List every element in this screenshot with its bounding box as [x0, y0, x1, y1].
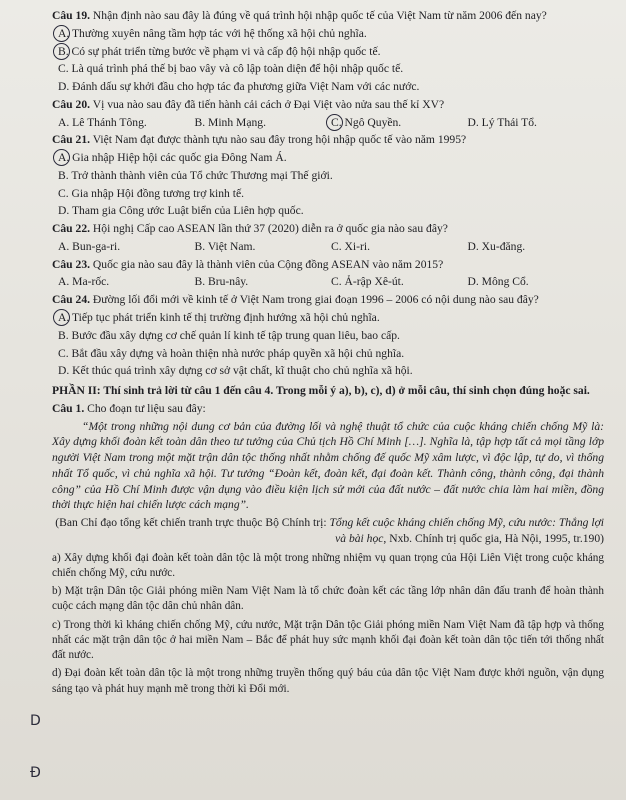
document-quote: “Một trong những nội dung cơ bản của đường lối và nghệ thuật tổ chức của cuộc kháng chiến chống Mỹ là: Xây dựng khối đoàn kết toàn dân theo tư tưởng của Chủ tịch Hồ Chí Minh […]. Nghĩa là, tập hợp tất cả mọi tầng lớp người Việt Nam trong một mặt trận dân tộc thống nhất nhằm chống đế quốc Mỹ xâm lược, vì độc lập, tự do, vì thống nhất Tổ quốc, vì chủ nghĩa xã hội. Tư tưởng “Đoàn kết, đoàn kết, đại đoàn kết. Thành công, thành công, đại thành công” của Hồ Chí Minh được vận dụng vào điều kiện lịch sử mới của đất nước – đất nước chia làm hai miền, đồng thời thực hiện hai chiến lược cách mạng”. — [52, 419, 604, 512]
question-19 — [52, 8, 604, 95]
question-23 — [52, 257, 604, 291]
question-label: Câu 23. — [52, 257, 91, 271]
question-label: Câu 24. — [52, 293, 91, 307]
question-24-stem — [52, 292, 604, 308]
question-19-stem — [52, 8, 604, 24]
option-b: B. Có sự phát triển từng bước về phạm vi và cấp độ hội nhập quốc tế. — [58, 44, 604, 60]
question-24 — [52, 292, 604, 379]
option-d: D. Mông Cổ. — [467, 275, 529, 289]
question-21 — [52, 132, 604, 219]
question-text: Việt Nam đạt được thành tựu nào sau đây trong hội nhập quốc tế vào năm 1995? — [90, 133, 467, 147]
option-d: D. Đánh dấu sự khởi đầu cho hợp tác đa phương giữa Việt Nam với các nước. — [58, 80, 420, 94]
statement-b: b) Mặt trận Dân tộc Giải phóng miền Nam Việt Nam là tổ chức đoàn kết các tầng lớp nhân dân đấu tranh để hoàn thành cuộc cách mạng dân tộc dân chủ nhân dân. — [52, 585, 604, 613]
question-text: Vị vua nào sau đây đã tiến hành cải cách ở Đại Việt vào nửa sau thế kỉ XV? — [90, 97, 445, 111]
question-21-stem — [52, 132, 604, 148]
option-b: B. Trở thành thành viên của Tổ chức Thương mại Thế giới. — [58, 168, 333, 182]
option-a: A. Lê Thánh Tông. — [58, 115, 147, 129]
statement-a: a) Xây dựng khối đại đoàn kết toàn dân tộc là một trong những nhiệm vụ quan trọng của Hội Liên Việt trong cuộc kháng chiến chống Mỹ, cứu nước. — [52, 551, 604, 579]
options-row — [58, 274, 604, 290]
option-d: D. Kết thúc quá trình xây dựng cơ sở vật chất, kĩ thuật cho chủ nghĩa xã hội. — [58, 364, 413, 378]
question-label: Câu 21. — [52, 133, 91, 147]
source-title: Tổng kết cuộc kháng chiến chống Mỹ, cứu nước: Thắng lợi và bài học — [329, 516, 604, 545]
part-2-question-1-stem — [52, 401, 604, 417]
question-label: Câu 20. — [52, 97, 91, 111]
option-c: C. Là quá trình phá thế bị bao vây và cô lập toàn diện để hội nhập quốc tế. — [58, 62, 404, 76]
source-suffix: , Nxb. Chính trị quốc gia, Hà Nội, 1995, tr.190) — [383, 531, 604, 545]
handwritten-mark-d: Đ — [30, 765, 41, 781]
option-c: C. Bắt đầu xây dựng và hoàn thiện nhà nước pháp quyền xã hội chủ nghĩa. — [58, 346, 405, 360]
options-row — [58, 115, 604, 131]
question-text: Đường lối đổi mới về kinh tế ở Việt Nam trong giai đoạn 1996 – 2006 có nội dung nào sau đây? — [90, 293, 539, 307]
option-b: B. Bước đầu xây dựng cơ chế quản lí kinh tế tập trung quan liêu, bao cấp. — [58, 328, 400, 342]
part-2-heading: PHẦN II: Thí sinh trả lời từ câu 1 đến câu 4. Trong mỗi ý a), b), c), d) ở mỗi câu, thí sinh chọn đúng hoặc sai. — [52, 384, 590, 398]
question-22 — [52, 221, 604, 255]
part-2-question-1 — [52, 401, 604, 697]
statement-d: d) Đại đoàn kết toàn dân tộc là một trong những truyền thống quý báu của dân tộc Việt Nam được khởi nguồn, vận dụng sáng tạo và phát huy mạnh mẽ trong thời kì Đổi mới. — [52, 667, 604, 695]
question-text: Nhận định nào sau đây là đúng về quá trình hội nhập quốc tế của Việt Nam từ năm 2006 đến nay? — [90, 9, 547, 22]
option-d: D. Lý Thái Tổ. — [467, 115, 537, 129]
option-a: A. Gia nhập Hiệp hội các quốc gia Đông Nam Á. — [58, 150, 604, 166]
option-a: A. Ma-rốc. — [58, 275, 110, 289]
question-label: Câu 19. — [52, 9, 91, 22]
option-a: A. Tiếp tục phát triển kinh tế thị trường định hướng xã hội chủ nghĩa. — [58, 310, 604, 326]
option-c: C. Ngô Quyền. — [331, 115, 468, 131]
question-22-stem — [52, 221, 604, 237]
option-d: D. Xu-đăng. — [467, 239, 526, 253]
question-text: Cho đoạn tư liệu sau đây: — [84, 401, 206, 415]
option-b: B. Việt Nam. — [194, 239, 256, 253]
option-c: C. Xi-ri. — [331, 239, 370, 253]
source-prefix: (Ban Chỉ đạo tổng kết chiến tranh trực thuộc Bộ Chính trị: — [55, 516, 330, 530]
question-23-stem — [52, 257, 604, 273]
question-label: Câu 22. — [52, 222, 91, 236]
question-20 — [52, 97, 604, 131]
option-c: C. Ả-rập Xê-út. — [331, 275, 404, 289]
option-b: B. Minh Mạng. — [194, 115, 266, 129]
handwritten-mark-c: D — [30, 713, 41, 729]
option-b: B. Bru-nây. — [194, 275, 249, 289]
options-row — [58, 239, 604, 255]
question-text: Quốc gia nào sau đây là thành viên của Cộng đồng ASEAN vào năm 2015? — [90, 257, 444, 271]
question-20-stem — [52, 97, 604, 113]
question-label: Câu 1. — [52, 401, 85, 415]
option-c: C. Gia nhập Hội đồng tương trợ kinh tế. — [58, 186, 244, 200]
option-d: D. Tham gia Công ước Luật biển của Liên hợp quốc. — [58, 204, 304, 218]
option-a: A. Bun-ga-ri. — [58, 239, 121, 253]
question-text: Hội nghị Cấp cao ASEAN lần thứ 37 (2020) diễn ra ở quốc gia nào sau đây? — [90, 222, 448, 236]
statement-c: c) Trong thời kì kháng chiến chống Mỹ, cứu nước, Mặt trận Dân tộc Giải phóng miền Nam Việt Nam đã tập hợp và thống nhất các mặt trận dân tộc ở hai miền Nam – Bắc để phát huy sức mạnh khối đại đoàn kết toàn dân tộc tiến tới thống nhất đất nước. — [52, 618, 604, 662]
quote-source — [52, 515, 604, 547]
option-a: A. Thường xuyên nâng tầm hợp tác với hệ thống xã hội chủ nghĩa. — [58, 26, 604, 42]
